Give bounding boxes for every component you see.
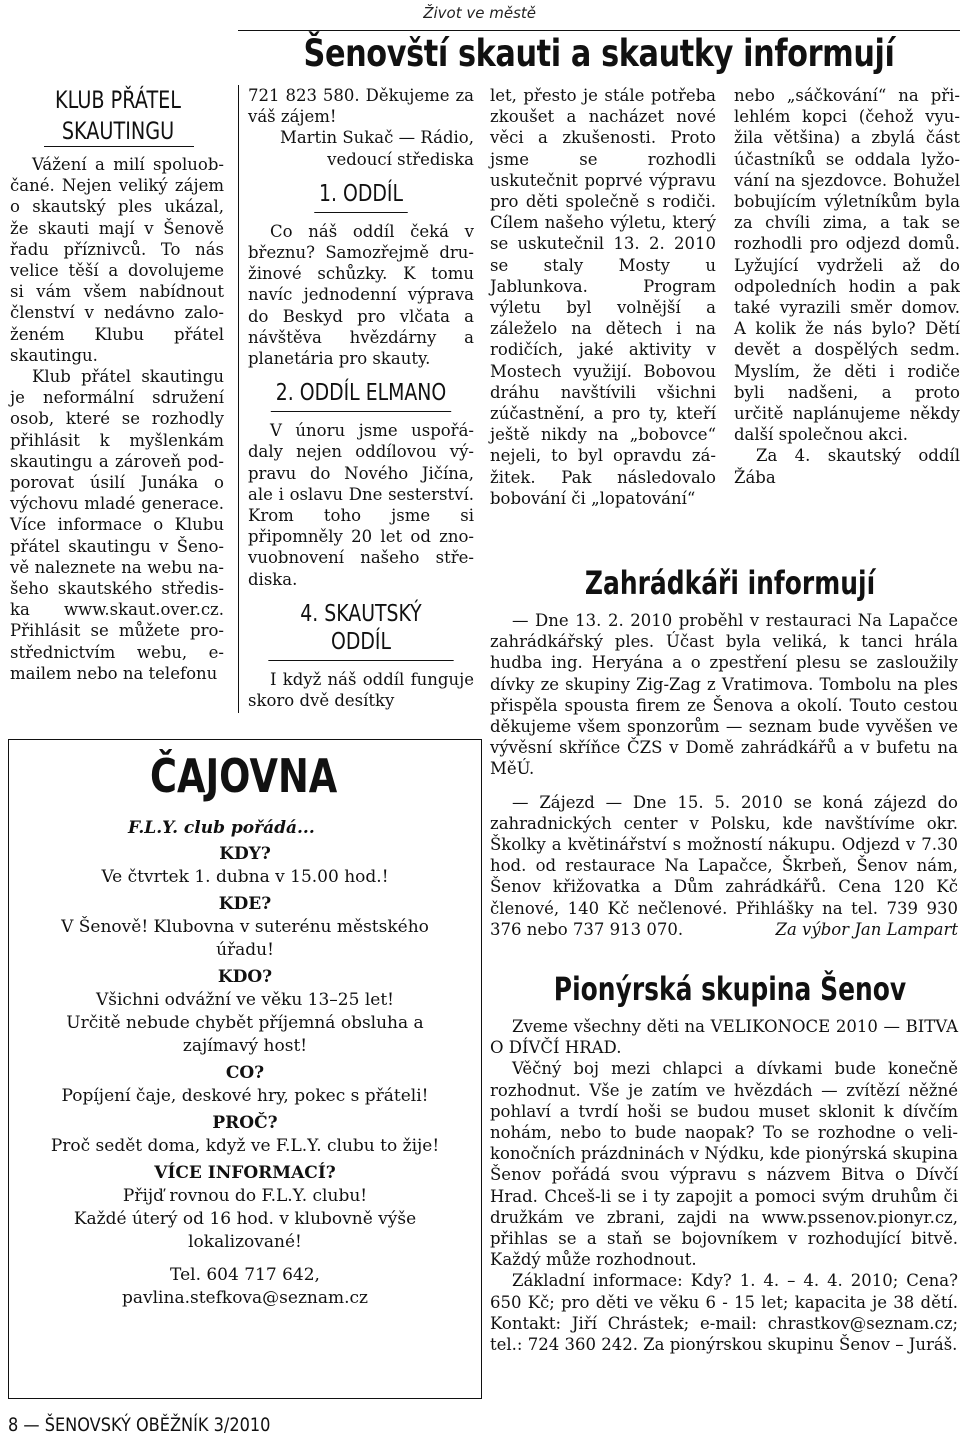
question-what: CO? — [225, 1063, 265, 1083]
contact-phone: Tel. 604 717 642, — [170, 1265, 320, 1285]
answer-more-info: Přijď rovnou do F.L.Y. clubu! — [122, 1186, 368, 1206]
page-footer: 8 — ŠENOVSKÝ OBĚŽNÍK 3/2010 — [8, 1414, 271, 1436]
pionyr-article — [490, 1016, 958, 1355]
answer-who: Všichni odvážní ve věku 13–25 let! — [95, 990, 394, 1010]
header-divider — [238, 30, 960, 31]
question-where: KDE? — [218, 894, 272, 914]
question-more-info: VÍCE INFORMACÍ? — [154, 1163, 336, 1183]
zahradkari-title: Zahrádkáři informují — [584, 564, 876, 602]
contact-email[interactable]: pavlina.stefkova@seznam.cz — [122, 1288, 368, 1308]
cajovna-organizer: F.L.Y. club pořádá... — [128, 818, 315, 838]
answer-who-host: Určitě nebude chybět příjemná obsluha a zajímavý host! — [66, 1013, 424, 1056]
scout-column-4 — [734, 85, 960, 488]
zahradkari-signature: Za výbor Jan Lampart — [775, 919, 958, 939]
question-when: KDY? — [219, 844, 271, 864]
zahradkari-article — [490, 610, 958, 940]
oddil-2-text: V únoru jsme uspořádaly nejen oddílovou výpravu do Nového Jičína, ale i oslavu Dne sesterství. Krom toho jsme si připomněly 20 let od znovuobnovení našeho střediska. — [248, 421, 474, 589]
pionyr-paragraph: Zveme všechny děti na VELIKONOCE 2010 — BITVA O DÍVČÍ HRAD. — [490, 1017, 958, 1058]
club-signature: Martin Sukač — Rádio, vedoucí střediska — [279, 128, 474, 169]
column-divider — [238, 85, 239, 713]
section-label: Život ve městě — [423, 4, 536, 22]
answer-when: Ve čtvrtek 1. dubna v 15.00 hod.! — [101, 867, 389, 887]
pionyr-title: Pionýrská skupina Šenov — [553, 970, 907, 1008]
scout-column-2 — [248, 85, 474, 711]
pionyr-paragraph: Základní informace: Kdy? 1. 4. – 4. 4. 2010; Cena? 650 Kč; pro děti ve věku 6 - 15 let; kapacita je 38 dětí. Kontakt: Jiří Chrástek; e-mail: chrastkov@seznam.cz; tel.: 724 360 242. Za pionýrskou skupinu Šenov – Juráš. — [490, 1271, 958, 1355]
oddil-1-heading: 1. ODDÍL — [268, 180, 453, 213]
club-paragraph: Klub přátel skautingu je neformální sdružení osob, které se rozhodly přihlásit k myšlenkám skautingu a zároveň podporovat úsilí Junáka o výchovu mladé generace. Více informace o Klubu přátel skautingu v Šenově naleznete na webu našeho skautského střediska www.skaut.over.cz. Přihlásit se můžete prostřednictvím webu, e-mailem nebo na telefonu — [10, 367, 224, 683]
answer-schedule: Každé úterý od 16 hod. v klubovně výše lokalizované! — [73, 1209, 417, 1252]
zahradkari-paragraph: — Zájezd — Dne 15. 5. 2010 se koná zájezd do zahradnických center v Polsku, kde navštívíme okr. Školky a květinářství s možností nákupu. Odjezd v 7.30 hod. od restaurace Na Lapačce, Škrbeň, Šenov nám, Šenov křižovatka a Dům zahrádkářů. Cena 120 Kč členové, 140 Kč nečlenové. Přihlášky na tel. 739 930 376 nebo 737 913 070. Za výbor Jan Lampart — [490, 792, 958, 939]
scout-column-3 — [490, 85, 716, 509]
answer-what: Popíjení čaje, deskové hry, pokec s přáteli! — [61, 1086, 429, 1106]
club-paragraph: Vážení a milí spoluobčané. Nejen veliký zájem o skautský ples ukázal, že skauti mají v Šenově řadu příznivců. To nás velice těší a dovolujeme si vám všem nabídnout členství v nedávno založeném Klubu přátel skautingu. — [10, 155, 224, 365]
pionyr-paragraph: Věčný boj mezi chlapci a dívkami bude konečně rozhodnut. Vše je zatím ve hvězdách — zvítězí něžné pohlaví a tvrdí hoši se budou muset sklonit k dívčím nohám, nebo to bude naopak? To se rozhodne o velikonočních prázdninách v Nýdku, kde pionýrská skupina Šenov pořádá svou výpravu s názvem Bitva o Dívčí Hrad. Chceš-li se i ty zapojit a pomoci svým druhům či družkám ve zbrani, zajdi na www.pssenov.pionyr.cz, přihlas se a staň se bojovníkem v rozhodující bitvě. Každý může rozhodnout. — [490, 1059, 958, 1270]
question-who: KDO? — [217, 967, 273, 987]
club-heading: KLUB PŘÁTEL SKAUTINGU — [55, 86, 181, 145]
club-continued-text: 721 823 580. Děkujeme za váš zájem! — [248, 86, 474, 127]
oddil-4-signature: Za 4. skautský oddíl Žába — [734, 446, 960, 487]
club-article — [10, 154, 224, 684]
oddil-4-continued-2: nebo „sáčkování“ na přilehlém kopci (čehož využila většina) a zbylá část účastníků se oddala lyžování na sjezdovce. Bohužel bobujícím výletníkům byla za chvíli zima, a tak se rozhodli pro odjezd domů. Lyžující vydrželi až do odpoledních hodin a pak také vyrazili směr domov. A kolik že nás bylo? Dětí devět a dospělých sedm. Myslím, že děti i rodiče byli nadšeni, a proto určitě naplánujeme někdy další společnou akci. — [734, 86, 960, 445]
cajovna-details — [10, 815, 480, 1310]
oddil-2-heading: 2. ODDÍL ELMANO — [268, 379, 453, 412]
answer-why: Proč sedět doma, když ve F.L.Y. clubu to žije! — [50, 1136, 440, 1156]
club-heading-underline — [44, 146, 194, 147]
oddil-4-heading: 4. SKAUTSKÝ ODDÍL — [268, 600, 453, 661]
answer-where: V Šenově! Klubovna v suterénu městského úřadu! — [61, 917, 429, 960]
oddil-4-text: I když náš oddíl funguje skoro dvě desítky — [248, 669, 474, 711]
cajovna-title: ČAJOVNA — [150, 749, 338, 803]
oddil-4-continued: let, přesto je stále potřeba zkoušet a nacházet nové věci a zkušenosti. Proto jsme se rozhodli uskutečnit poprvé výpravu pro děti společně s rodiči. Cílem našeho výletu, který se uskutečnil 13. 2. 2010 se staly Mosty u Jablunkova. Program výletu byl volnější a záleželo na dětech i na rodičích, jaké aktivity v Mostech využijí. Bobovou dráhu navštívili všichni zúčastnění, a pro ty, kteří ještě nikdy na „bobovce“ nejeli, to byl opravdu zážitek. Pak následovalo bobování či „lopatování“ — [490, 86, 716, 508]
page-title: Šenovští skauti a skautky informují — [303, 32, 895, 75]
oddil-1-text: Co náš oddíl čeká v březnu? Samozřejmě družinové schůzky. K tomu navíc jednodenní výprava do Beskyd pro vlčata a návštěva hvězdárny a planetária pro skauty. — [248, 221, 474, 369]
zahradkari-paragraph: — Dne 13. 2. 2010 proběhl v restauraci Na Lapačce zahrádkářský ples. Účast byla veliká, k tanci hrála hudba ing. Heryána a o zpestření plesu se zasloužily dívky ze skupiny Zig-Zag z Vratimova. Tombolu na ples přispěla spousta firem ze Šenova a okolí. Touto cestou děkujeme všem sponzorům — seznam bude vyvěšen ve vývěsní skříňce ČZS v Domě zahrádkářů a v bufetu na MěÚ. — [490, 611, 958, 779]
question-why: PROČ? — [212, 1113, 278, 1133]
